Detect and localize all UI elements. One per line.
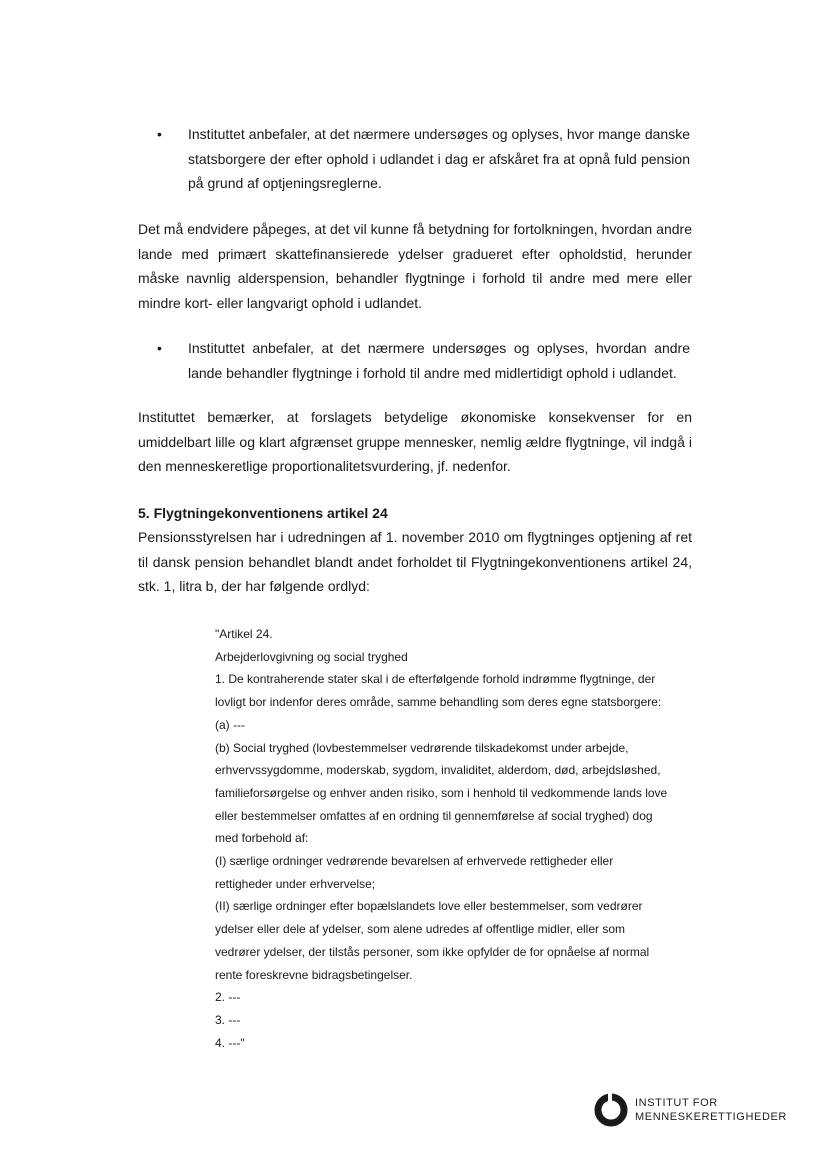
quote-line: 4. ---" xyxy=(215,1035,245,1050)
quote-line: "Artikel 24. xyxy=(215,627,273,641)
institute-logo xyxy=(593,1090,803,1130)
section-heading: 5. Flygtningekonventionens artikel 24 xyxy=(138,505,388,521)
quote-line: ydelser eller dele af ydelser, som alene udredes af offentlige midler, eller som xyxy=(215,922,625,937)
paragraph-pension-board: Pensionsstyrelsen har i udredningen af 1. november 2010 om flygtninges optjening af ret til dansk pension behandlet blandt andet forholdet til Flygtningekonventionens artikel 24, stk. 1, litra b, der har følgende ordlyd: xyxy=(138,529,692,594)
bullet-marker: • xyxy=(157,126,162,142)
quote-line: med forbehold af: xyxy=(215,831,309,846)
bullet-marker: • xyxy=(157,340,162,356)
quote-line: lovligt bor indenfor deres område, samme behandling som deres egne statsborgere: xyxy=(215,695,662,710)
quote-line: erhvervssygdomme, moderskab, sygdom, invaliditet, alderdom, død, arbejdsløshed, xyxy=(215,763,661,778)
quote-line: rente foreskrevne bidragsbetingelser. xyxy=(215,967,413,982)
quoted-article-24 xyxy=(215,623,695,1054)
quote-line: vedrører ydelser, der tilstås personer, som ikke opfylder de for opnåelse af normal xyxy=(215,944,650,959)
paragraph-proportionality: Instituttet bemærker, at forslagets betydelige økonomiske konsekvenser for en umiddelbart lille og klart afgrænset gruppe mennesker, nemlig ældre flygtninge, vil indgå i den menneskeretlige proportionalitetsvurdering, jf. nedenfor. xyxy=(138,409,692,474)
quote-line: (b) Social tryghed (lovbestemmelser vedrørende tilskadekomst under arbejde, xyxy=(215,740,629,755)
quote-line: Arbejderlovgivning og social tryghed xyxy=(215,649,408,664)
bullet-item-recommendation-2 xyxy=(157,336,690,385)
quote-line: (a) --- xyxy=(215,717,245,732)
paragraph-interpretation: Det må endvidere påpeges, at det vil kunne få betydning for fortolkningen, hvordan andre lande med primært skattefinansierede ydelser gradueret efter opholdstid, herunder måske navnlig alderspension, behandler flygtninge i forhold til andre med mere eller mindre kort- eller langvarigt ophold i udlandet. xyxy=(138,221,692,311)
quote-line: 2. --- xyxy=(215,990,241,1005)
logo-line-2: MENNESKERETTIGHEDER xyxy=(635,1111,787,1123)
quote-line: rettigheder under erhvervelse; xyxy=(215,876,376,891)
quote-line: 1. De kontraherende stater skal i de efterfølgende forhold indrømme flygtninge, der xyxy=(215,672,656,687)
quote-line: familieforsørgelse og enhver anden risiko, som i henhold til vedkommende lands love xyxy=(215,785,668,800)
quote-line: eller bestemmelser omfattes af en ordning til gennemførelse af social tryghed) dog xyxy=(215,808,653,823)
logo-text xyxy=(635,1096,787,1124)
quote-line: 3. --- xyxy=(215,1012,241,1027)
bullet-text: Instituttet anbefaler, at det nærmere undersøges og oplyses, hvor mange danske statsborgere der efter ophold i udlandet i dag er afskåret fra at opnå fuld pension på grund af optjeningsreglerne. xyxy=(188,126,690,191)
bullet-item-recommendation-1 xyxy=(157,122,690,196)
logo-line-1: INSTITUT FOR xyxy=(635,1097,718,1109)
quote-line: (II) særlige ordninger efter bopælslandets love eller bestemmelser, som vedrører xyxy=(215,899,643,914)
logo-ring-icon xyxy=(593,1090,629,1130)
bullet-text: Instituttet anbefaler, at det nærmere undersøges og oplyses, hvordan andre lande behandler flygtninge i forhold til andre med midlertidigt ophold i udlandet. xyxy=(188,340,690,381)
quote-line: (I) særlige ordninger vedrørende bevarelsen af erhvervede rettigheder eller xyxy=(215,854,614,869)
